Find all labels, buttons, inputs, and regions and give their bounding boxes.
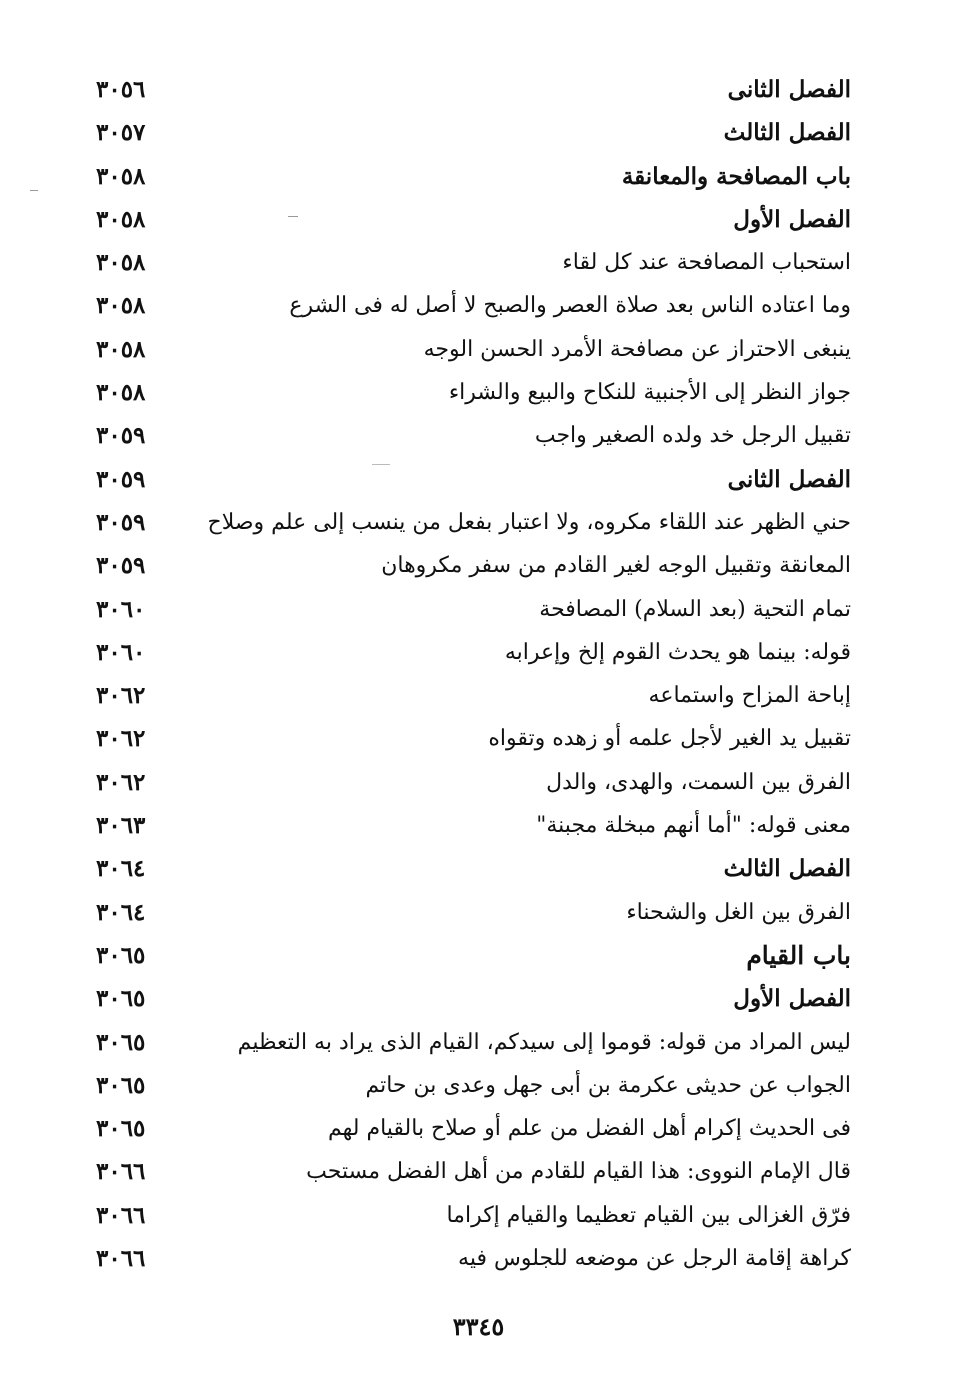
toc-entry-title: إباحة المزاح واستماعه [648,683,851,709]
toc-page-number: ٣٠٦٤ [96,898,146,926]
toc-page-number: ٣٠٦٥ [96,1028,146,1056]
toc-entry [0,284,957,327]
toc-entry [0,241,957,284]
toc-entry-title: ليس المراد من قوله: قوموا إلى سيدكم، القيام الذى يراد به التعظيم [237,1029,851,1055]
toc-entry [0,1107,957,1150]
toc-entry [0,977,957,1020]
toc-entry [0,1194,957,1237]
toc-section-heading: الفصل الأول [733,205,851,233]
toc-entry-title: فرّق الغزالى بين القيام تعظيما والقيام إكراما [446,1202,851,1228]
toc-page-number: ٣٠٦٠ [96,638,146,666]
toc-page-number: ٣٠٦٢ [96,725,146,753]
toc-page-number: ٣٠٥٨ [96,162,146,190]
toc-entry-title: ينبغى الاحتراز عن مصافحة الأمرد الحسن الوجه [423,336,851,362]
toc-page-number: ٣٠٦٦ [96,1158,146,1186]
toc-page-number: ٣٠٥٨ [96,379,146,407]
toc-entry [0,1021,957,1064]
toc-page-number: ٣٠٥٩ [96,552,146,580]
toc-page-number: ٣٠٥٩ [96,465,146,493]
table-of-contents [0,68,957,1280]
toc-page-number: ٣٠٥٨ [96,249,146,277]
toc-entry-title: جواز النظر إلى الأجنبية للنكاح والبيع والشراء [448,380,851,406]
toc-entry [0,804,957,847]
toc-page-number: ٣٠٥٩ [96,508,146,536]
toc-entry-title: تقبيل الرجل خد ولده الصغير واجب [534,423,851,449]
toc-section-heading: الفصل الثانى [727,76,851,103]
toc-page-number: ٣٠٥٨ [96,205,146,233]
toc-page-number: ٣٠٦٦ [96,1245,146,1273]
toc-entry-title: معنى قوله: "أما أنهم مبخلة مجبنة" [536,813,851,839]
toc-entry-title: فى الحديث إكرام أهل الفضل من علم أو صلاح بالقيام لهم [327,1116,851,1142]
toc-entry [0,717,957,760]
toc-page-number: ٣٠٥٦ [96,76,146,103]
toc-entry [0,934,957,977]
toc-entry [0,588,957,631]
toc-entry-title: حني الظهر عند اللقاء مكروه، ولا اعتبار بفعل من ينسب إلى علم وصلاح [207,509,851,535]
toc-entry [0,458,957,501]
toc-entry-title: قال الإمام النووى: هذا القيام للقادم من أهل الفضل مستحب [306,1159,851,1185]
toc-page-number: ٣٠٦٦ [96,1201,146,1229]
toc-page-number: ٣٠٥٨ [96,292,146,320]
toc-entry [0,414,957,457]
toc-entry [0,111,957,154]
toc-section-heading: الفصل الثالث [723,119,851,147]
toc-entry-title: تقبيل يد الغير لأجل علمه أو زهده وتقواه [488,726,851,752]
toc-page-number: ٣٠٦٠ [96,595,146,623]
toc-entry [0,198,957,241]
toc-section-heading: الفصل الثالث [723,855,851,883]
toc-entry [0,1064,957,1107]
toc-entry [0,761,957,804]
toc-entry-title: وما اعتاده الناس بعد صلاة العصر والصبح لا أصل له فى الشرع [289,293,851,319]
toc-section-heading: باب المصافحة والمعانقة [621,162,851,190]
toc-entry [0,891,957,934]
toc-section-heading: باب القيام [746,940,851,970]
toc-entry [0,631,957,674]
toc-entry [0,371,957,414]
toc-page-number: ٣٠٦٣ [96,812,146,840]
toc-entry-title: قوله: بينما هو يحدث القوم إلخ وإعرابه [504,639,851,665]
toc-entry-title: الجواب عن حديثى عكرمة بن أبى جهل وعدى بن حاتم [365,1072,851,1098]
toc-page-number: ٣٠٥٩ [96,422,146,450]
toc-entry [0,1237,957,1280]
toc-page-number: ٣٠٥٧ [96,119,146,147]
toc-page-number: ٣٠٥٨ [96,335,146,363]
toc-entry [0,155,957,198]
toc-entry [0,544,957,587]
toc-page-number: ٣٠٦٥ [96,941,146,969]
toc-page-number: ٣٠٦٤ [96,855,146,883]
toc-page-number: ٣٠٦٢ [96,768,146,796]
toc-entry-title: الفرق بين السمت، والهدى، والدل [546,769,851,795]
toc-page-number: ٣٠٦٥ [96,985,146,1013]
toc-entry [0,674,957,717]
toc-entry-title: الفرق بين الغل والشحناء [626,899,851,925]
toc-entry [0,1150,957,1193]
toc-entry [0,328,957,371]
toc-entry [0,501,957,544]
toc-page-number: ٣٠٦٥ [96,1071,146,1099]
toc-entry-title: المعانقة وتقبيل الوجه لغير القادم من سفر مكروهان [381,553,851,579]
page-number: ٣٣٤٥ [452,1312,505,1341]
toc-page-number: ٣٠٦٥ [96,1115,146,1143]
toc-entry-title: تمام التحية (بعد السلام) المصافحة [539,596,851,622]
toc-entry [0,847,957,890]
toc-section-heading: الفصل الثانى [727,465,851,493]
toc-entry-title: كراهة إقامة الرجل عن موضعه للجلوس فيه [458,1246,851,1272]
toc-entry [0,68,957,111]
toc-entry-title: استحباب المصافحة عند كل لقاء [562,250,851,276]
toc-section-heading: الفصل الأول [733,985,851,1013]
toc-page-number: ٣٠٦٢ [96,682,146,710]
